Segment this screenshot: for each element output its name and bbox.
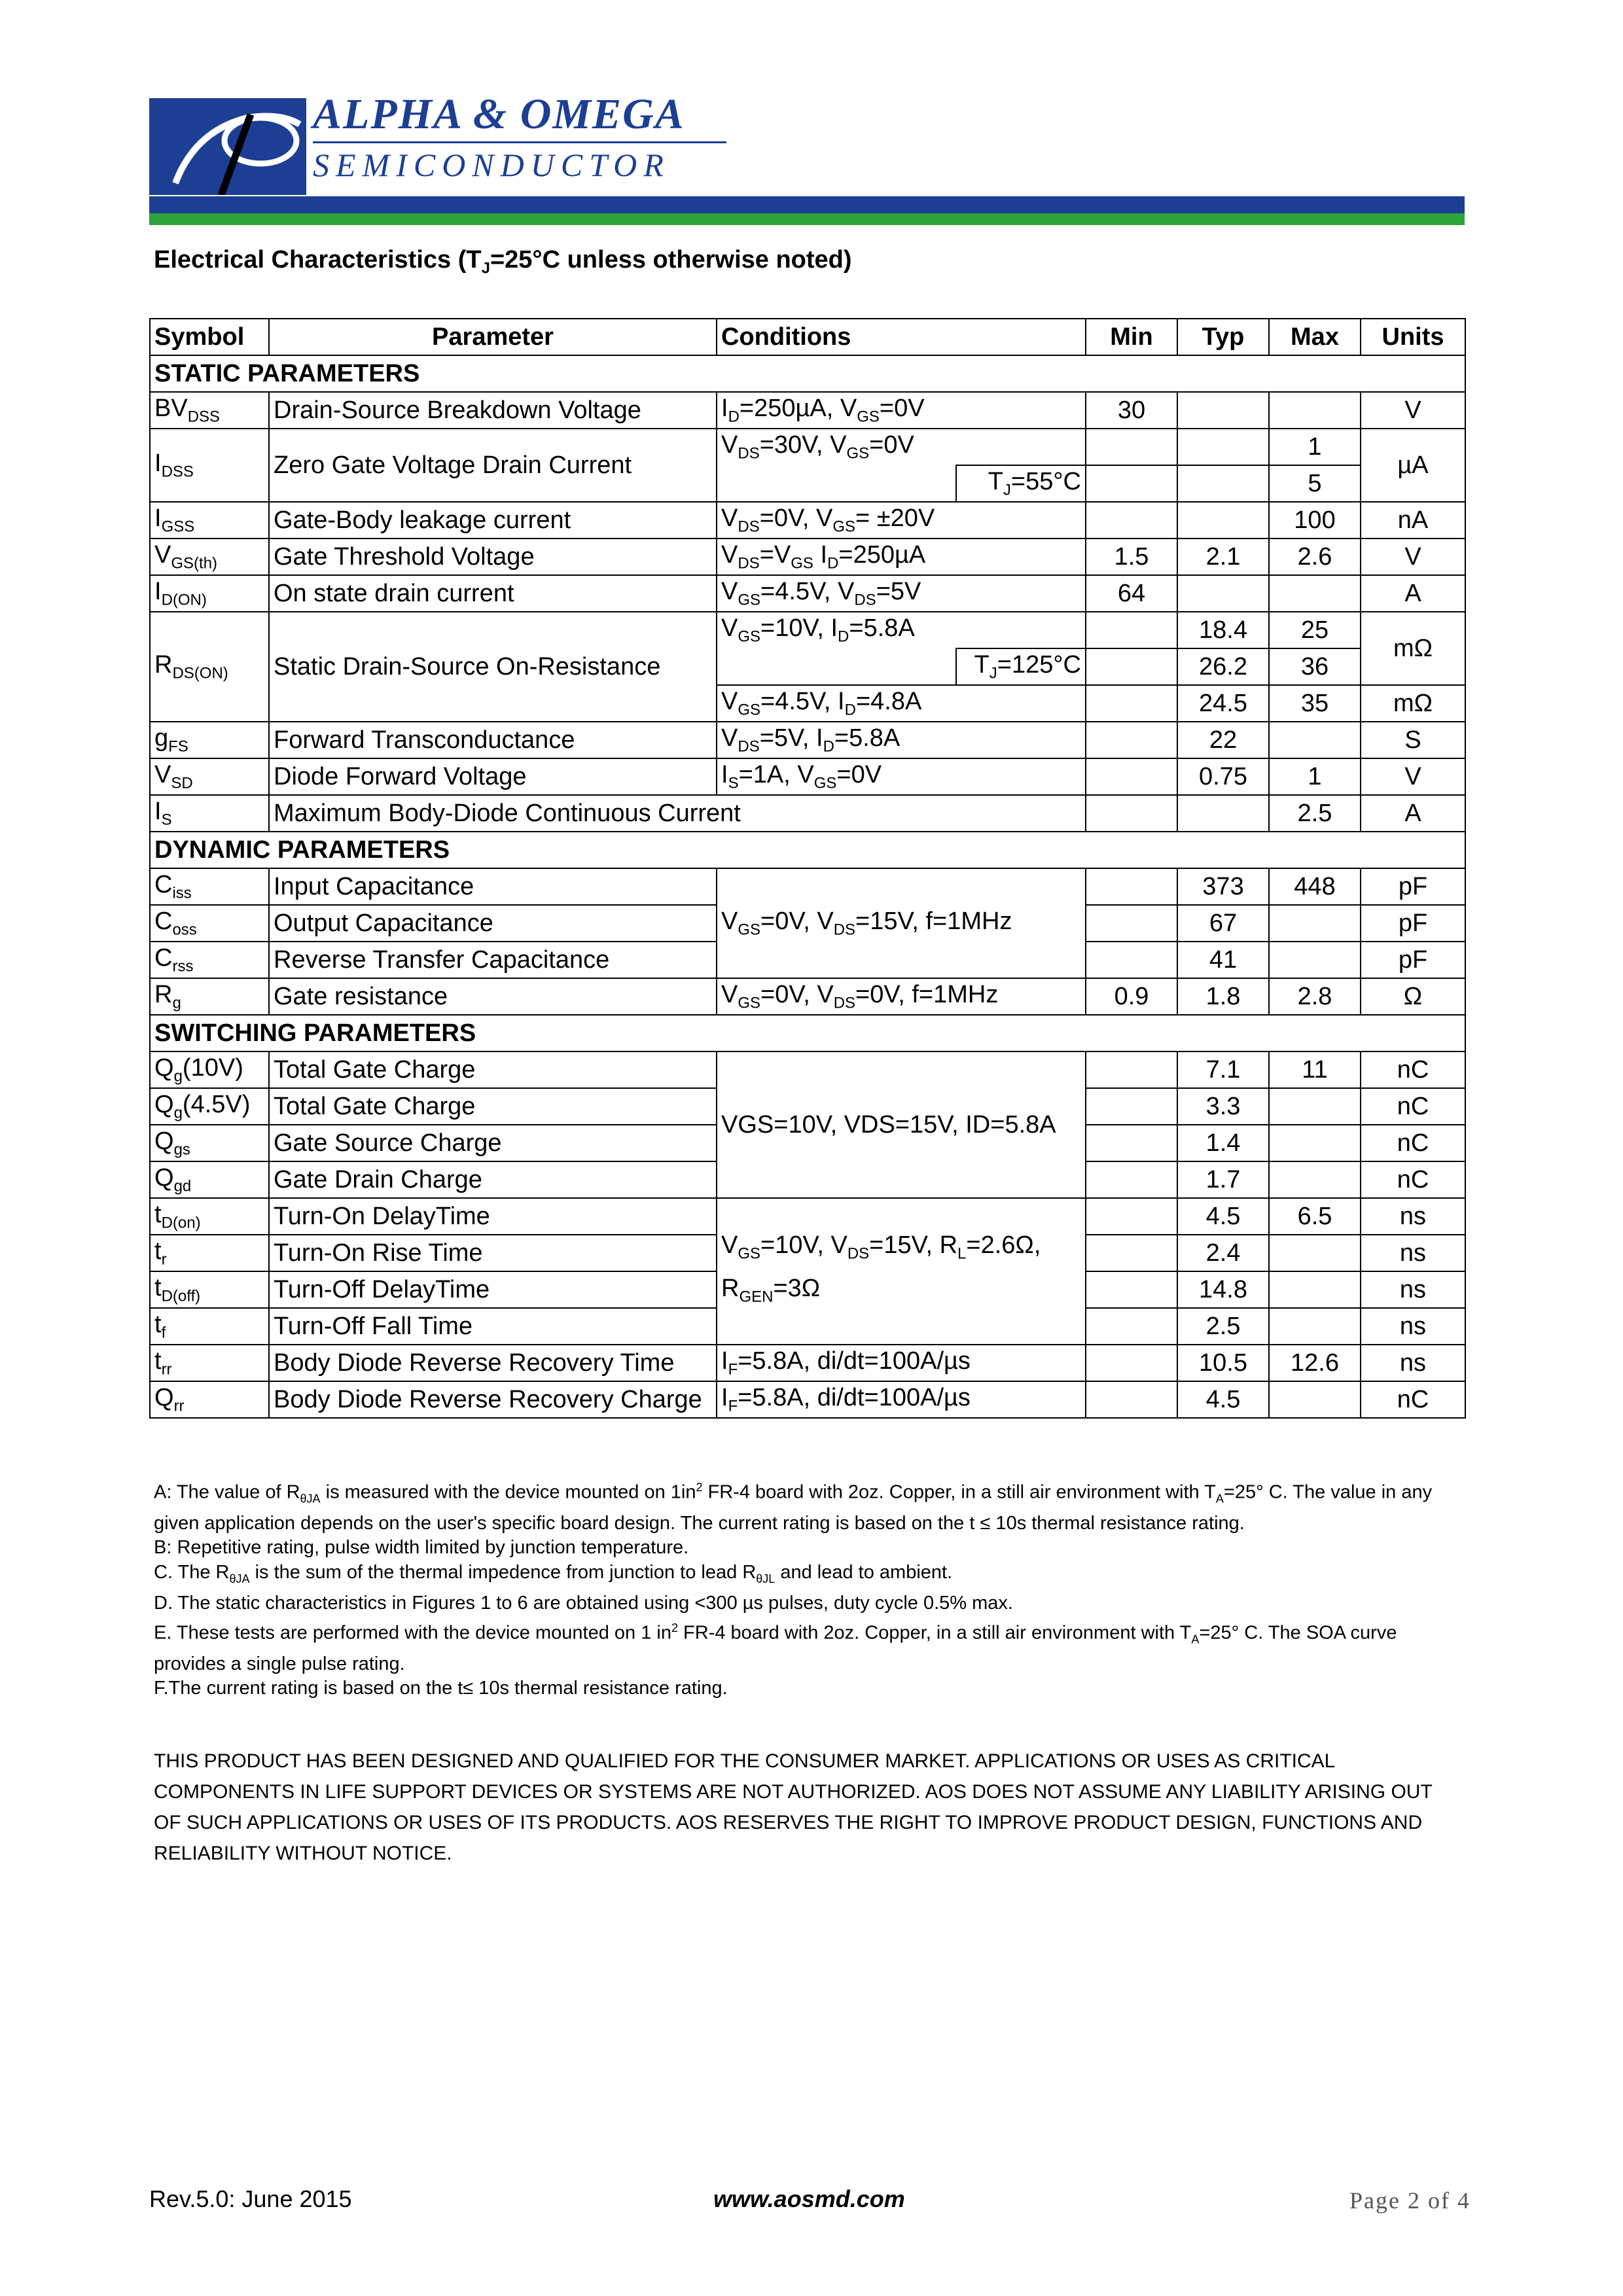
symbol-cell: $g_{FS}$: [150, 722, 269, 758]
note-d: D. The static characteristics in Figures 1 to 6 are obtained using <300 µs pulses, duty cycle 0.5% max.: [154, 1593, 1013, 1614]
min-cell: [1086, 1381, 1177, 1418]
typ-cell: 4.5: [1177, 1198, 1269, 1235]
max-cell: 2.5: [1269, 795, 1361, 832]
symbol-cell: $BV_{DSS}$: [150, 392, 269, 429]
parameter-cell: Maximum Body-Diode Continuous Current: [269, 795, 1086, 832]
row-rdson-10v: [150, 612, 1465, 648]
symbol-cell: $I_S$: [150, 795, 269, 832]
min-cell: [1086, 1308, 1177, 1345]
max-cell: 35: [1269, 685, 1361, 722]
row-trr: [150, 1345, 1465, 1381]
max-cell: 25: [1269, 612, 1361, 648]
units-cell: nC: [1361, 1161, 1465, 1198]
section-dynamic: DYNAMIC PARAMETERS: [150, 832, 1465, 868]
row-qrr: [150, 1381, 1465, 1418]
conditions-cell: $V_{DS}=0V$, $V_{GS}= \pm 20V$: [717, 502, 1086, 539]
min-cell: 1.5: [1086, 539, 1177, 575]
symbol-cell: $Q_{gd}$: [150, 1161, 269, 1198]
min-cell: [1086, 795, 1177, 832]
min-cell: [1086, 1198, 1177, 1235]
row-bvdss: [150, 392, 1465, 429]
symbol-cell: $t_f$: [150, 1308, 269, 1345]
row-is: [150, 795, 1465, 832]
company-subtitle: SEMICONDUCTOR: [313, 147, 670, 183]
units-cell: pF: [1361, 868, 1465, 905]
parameter-cell: Forward Transconductance: [269, 722, 717, 758]
company-name: ALPHA & OMEGA: [313, 90, 685, 138]
max-cell: [1269, 905, 1361, 942]
typ-cell: 67: [1177, 905, 1269, 942]
footer-page-number: Page 2 of 4: [1349, 2187, 1471, 2214]
symbol-cell: $R_{DS(ON)}$: [150, 612, 269, 722]
parameter-cell: Input Capacitance: [269, 868, 717, 905]
footer-revision: Rev.5.0: June 2015: [149, 2185, 352, 2212]
col-header-symbol: Symbol: [150, 319, 269, 355]
parameter-cell: Gate Threshold Voltage: [269, 539, 717, 575]
max-cell: [1269, 1381, 1361, 1418]
units-cell: nC: [1361, 1088, 1465, 1125]
row-rg: [150, 978, 1465, 1015]
parameter-cell: Gate resistance: [269, 978, 717, 1015]
max-cell: [1269, 575, 1361, 612]
min-cell: [1086, 905, 1177, 942]
min-cell: [1086, 685, 1177, 722]
conditions-cell: $V_{GS}=10V$, $V_{DS}=15V$, $R_L=2.6\Omega$, $R_{GEN}=3\Omega$: [717, 1198, 1086, 1345]
units-cell: pF: [1361, 905, 1465, 942]
company-wordmark: [313, 90, 726, 183]
electrical-characteristics-table: [149, 318, 1466, 1419]
conditions-cell: $V_{DS}=V_{GS}$ $I_D=250\mu A$: [717, 539, 1086, 575]
section-static: STATIC PARAMETERS: [150, 355, 1465, 392]
parameter-cell: Static Drain-Source On-Resistance: [269, 612, 717, 722]
units-cell: ns: [1361, 1308, 1465, 1345]
conditions-cell: $I_F=5.8A$, di/dt=100A/µs: [717, 1345, 1086, 1381]
typ-cell: 10.5: [1177, 1345, 1269, 1381]
units-cell: µA: [1361, 429, 1465, 502]
units-cell: mΩ: [1361, 685, 1465, 722]
min-cell: [1086, 1161, 1177, 1198]
typ-cell: 7.1: [1177, 1051, 1269, 1088]
units-cell: A: [1361, 575, 1465, 612]
row-qg10: [150, 1051, 1465, 1088]
conditions-cell: $V_{GS}=4.5V$, $V_{DS}=5V$: [717, 575, 1086, 612]
parameter-cell: Turn-On Rise Time: [269, 1235, 717, 1271]
typ-cell: 373: [1177, 868, 1269, 905]
symbol-cell: $C_{rss}$: [150, 942, 269, 978]
conditions-cell: $T_J=125^\circ C$: [956, 648, 1086, 685]
conditions-cell: $V_{GS}=0V$, $V_{DS}=0V$, f=1MHz: [717, 978, 1086, 1015]
symbol-cell: $Q_{gs}$: [150, 1125, 269, 1161]
typ-cell: [1177, 575, 1269, 612]
conditions-spacer: [717, 465, 956, 502]
conditions-spacer: [717, 648, 956, 685]
units-cell: S: [1361, 722, 1465, 758]
parameter-cell: Turn-Off Fall Time: [269, 1308, 717, 1345]
row-tdon: [150, 1198, 1465, 1235]
symbol-cell: $t_r$: [150, 1235, 269, 1271]
units-cell: pF: [1361, 942, 1465, 978]
max-cell: [1269, 392, 1361, 429]
typ-cell: [1177, 429, 1269, 465]
disclaimer: THIS PRODUCT HAS BEEN DESIGNED AND QUALIFIED FOR THE CONSUMER MARKET. APPLICATIONS OR USES AS CRITICAL COMPONENTS IN LIFE SUPPORT DEVICES OR SYSTEMS ARE NOT AUTHORIZED. AOS DOES NOT ASSUME ANY LIABILITY ARISING OUT OF SUCH APPLICATIONS OR USES OF ITS PRODUCTS. AOS RESERVES THE RIGHT TO IMPROVE PRODUCT DESIGN, FUNCTIONS AND RELIABILITY WITHOUT NOTICE.: [154, 1750, 1433, 1864]
units-cell: nC: [1361, 1381, 1465, 1418]
row-vsd: [150, 758, 1465, 795]
conditions-cell: $V_{DS}=5V$, $I_D=5.8A$: [717, 722, 1086, 758]
symbol-cell: $I_{DSS}$: [150, 429, 269, 502]
row-idon: [150, 575, 1465, 612]
typ-cell: [1177, 795, 1269, 832]
header-bar-blue: [149, 196, 1465, 213]
max-cell: [1269, 1161, 1361, 1198]
min-cell: [1086, 648, 1177, 685]
col-header-max: Max: [1269, 319, 1361, 355]
footer-url[interactable]: www.aosmd.com: [713, 2185, 905, 2212]
min-cell: [1086, 868, 1177, 905]
min-cell: [1086, 1088, 1177, 1125]
min-cell: [1086, 942, 1177, 978]
conditions-cell: VGS=10V, VDS=15V, ID=5.8A: [717, 1051, 1086, 1198]
parameter-cell: Gate Source Charge: [269, 1125, 717, 1161]
units-cell: ns: [1361, 1235, 1465, 1271]
conditions-cell: $I_F=5.8A$, di/dt=100A/µs: [717, 1381, 1086, 1418]
parameter-cell: Diode Forward Voltage: [269, 758, 717, 795]
header-bar-green: [149, 213, 1465, 225]
max-cell: 1: [1269, 429, 1361, 465]
col-header-parameter: Parameter: [269, 319, 717, 355]
units-cell: ns: [1361, 1345, 1465, 1381]
symbol-cell: $C_{iss}$: [150, 868, 269, 905]
symbol-cell: $I_{D(ON)}$: [150, 575, 269, 612]
symbol-cell: $R_g$: [150, 978, 269, 1015]
min-cell: [1086, 758, 1177, 795]
parameter-cell: Gate Drain Charge: [269, 1161, 717, 1198]
row-igss: [150, 502, 1465, 539]
units-cell: V: [1361, 392, 1465, 429]
footnotes: [154, 1475, 1463, 1701]
symbol-cell: $t_{D(off)}$: [150, 1271, 269, 1308]
units-cell: ns: [1361, 1198, 1465, 1235]
typ-cell: 18.4: [1177, 612, 1269, 648]
typ-cell: 24.5: [1177, 685, 1269, 722]
typ-cell: 3.3: [1177, 1088, 1269, 1125]
col-header-typ: Typ: [1177, 319, 1269, 355]
parameter-cell: Output Capacitance: [269, 905, 717, 942]
typ-cell: 4.5: [1177, 1381, 1269, 1418]
company-rule: [313, 141, 726, 143]
row-ciss: [150, 868, 1465, 905]
col-header-conditions: Conditions: [717, 319, 1086, 355]
max-cell: [1269, 1088, 1361, 1125]
units-cell: nC: [1361, 1051, 1465, 1088]
symbol-cell: $t_{rr}$: [150, 1345, 269, 1381]
section-title: Electrical Characteristics ($T_J=25^\circ C$ unless otherwise noted): [154, 246, 852, 277]
typ-cell: 1.8: [1177, 978, 1269, 1015]
units-cell: V: [1361, 758, 1465, 795]
col-header-units: Units: [1361, 319, 1465, 355]
max-cell: 5: [1269, 465, 1361, 502]
units-cell: nA: [1361, 502, 1465, 539]
typ-cell: 1.7: [1177, 1161, 1269, 1198]
max-cell: 2.8: [1269, 978, 1361, 1015]
conditions-cell: $I_S=1A$, $V_{GS}=0V$: [717, 758, 1086, 795]
conditions-cell: $V_{GS}=0V$, $V_{DS}=15V$, f=1MHz: [717, 868, 1086, 978]
units-cell: V: [1361, 539, 1465, 575]
max-cell: 100: [1269, 502, 1361, 539]
conditions-cell: $V_{DS}=30V$, $V_{GS}=0V$: [717, 429, 1086, 465]
col-header-min: Min: [1086, 319, 1177, 355]
max-cell: [1269, 942, 1361, 978]
typ-cell: 1.4: [1177, 1125, 1269, 1161]
typ-cell: 2.5: [1177, 1308, 1269, 1345]
conditions-cell: $V_{GS}=10V$, $I_D=5.8A$: [717, 612, 1086, 648]
typ-cell: 41: [1177, 942, 1269, 978]
min-cell: [1086, 722, 1177, 758]
max-cell: 6.5: [1269, 1198, 1361, 1235]
parameter-cell: Turn-Off DelayTime: [269, 1271, 717, 1308]
units-cell: A: [1361, 795, 1465, 832]
units-cell: ns: [1361, 1271, 1465, 1308]
max-cell: 12.6: [1269, 1345, 1361, 1381]
conditions-cell: $T_J=55^\circ C$: [956, 465, 1086, 502]
min-cell: [1086, 1125, 1177, 1161]
symbol-cell: $Q_g(10V)$: [150, 1051, 269, 1088]
parameter-cell: Total Gate Charge: [269, 1088, 717, 1125]
note-e: E. These tests are performed with the device mounted on 1 $in^2$ FR-4 board with 2oz. Copper, in a still air environment with $T_A=25^\circ$ C. The SOA curve provides a single pulse rating.: [154, 1621, 1397, 1674]
note-b: B: Repetitive rating, pulse width limited by junction temperature.: [154, 1537, 689, 1559]
min-cell: 30: [1086, 392, 1177, 429]
max-cell: 448: [1269, 868, 1361, 905]
row-gfs: [150, 722, 1465, 758]
symbol-cell: $Q_g(4.5V)$: [150, 1088, 269, 1125]
units-cell: mΩ: [1361, 612, 1465, 685]
min-cell: [1086, 1235, 1177, 1271]
note-f: F.The current rating is based on the t≤ 10s thermal resistance rating.: [154, 1678, 728, 1699]
parameter-cell: Gate-Body leakage current: [269, 502, 717, 539]
typ-cell: [1177, 392, 1269, 429]
symbol-cell: $V_{GS(th)}$: [150, 539, 269, 575]
min-cell: [1086, 612, 1177, 648]
parameter-cell: Total Gate Charge: [269, 1051, 717, 1088]
conditions-cell: $V_{GS}=4.5V$, $I_D=4.8A$: [717, 685, 1086, 722]
min-cell: [1086, 1051, 1177, 1088]
parameter-cell: Reverse Transfer Capacitance: [269, 942, 717, 978]
row-idss: [150, 429, 1465, 465]
parameter-cell: Body Diode Reverse Recovery Charge: [269, 1381, 717, 1418]
parameter-cell: On state drain current: [269, 575, 717, 612]
max-cell: [1269, 1271, 1361, 1308]
symbol-cell: $V_{SD}$: [150, 758, 269, 795]
max-cell: [1269, 722, 1361, 758]
max-cell: [1269, 1125, 1361, 1161]
min-cell: [1086, 502, 1177, 539]
symbol-cell: $C_{oss}$: [150, 905, 269, 942]
max-cell: [1269, 1235, 1361, 1271]
symbol-cell: $Q_{rr}$: [150, 1381, 269, 1418]
parameter-cell: Turn-On DelayTime: [269, 1198, 717, 1235]
symbol-cell: $I_{GSS}$: [150, 502, 269, 539]
units-cell: Ω: [1361, 978, 1465, 1015]
parameter-cell: Drain-Source Breakdown Voltage: [269, 392, 717, 429]
typ-cell: 0.75: [1177, 758, 1269, 795]
table-header-row: [150, 319, 1465, 355]
min-cell: [1086, 429, 1177, 465]
typ-cell: 2.1: [1177, 539, 1269, 575]
parameter-cell: Zero Gate Voltage Drain Current: [269, 429, 717, 502]
typ-cell: 14.8: [1177, 1271, 1269, 1308]
typ-cell: 26.2: [1177, 648, 1269, 685]
section-switching: SWITCHING PARAMETERS: [150, 1015, 1465, 1051]
symbol-cell: $t_{D(on)}$: [150, 1198, 269, 1235]
max-cell: [1269, 1308, 1361, 1345]
min-cell: [1086, 1345, 1177, 1381]
typ-cell: 22: [1177, 722, 1269, 758]
typ-cell: [1177, 502, 1269, 539]
units-cell: nC: [1361, 1125, 1465, 1161]
min-cell: 64: [1086, 575, 1177, 612]
conditions-cell: $I_D=250\mu A$, $V_{GS}=0V$: [717, 392, 1086, 429]
parameter-cell: Body Diode Reverse Recovery Time: [269, 1345, 717, 1381]
note-c: C. The $R_{\theta JA}$ is the sum of the thermal impedence from junction to lead $R_{\theta JL}$ and lead to ambient.: [154, 1561, 953, 1585]
typ-cell: 2.4: [1177, 1235, 1269, 1271]
max-cell: 11: [1269, 1051, 1361, 1088]
max-cell: 1: [1269, 758, 1361, 795]
max-cell: 2.6: [1269, 539, 1361, 575]
min-cell: [1086, 1271, 1177, 1308]
min-cell: 0.9: [1086, 978, 1177, 1015]
max-cell: 36: [1269, 648, 1361, 685]
typ-cell: [1177, 465, 1269, 502]
min-cell: [1086, 465, 1177, 502]
row-vgsth: [150, 539, 1465, 575]
note-a: A: The value of $R_{\theta JA}$ is measured with the device mounted on $1in^2$ FR-4 board with 2oz. Copper, in a still air environment with $T_A=25^\circ$ C. The value in any given application depends on the user's specific board design. The current rating is based on the t ≤ 10s thermal resistance rating.: [154, 1481, 1433, 1534]
